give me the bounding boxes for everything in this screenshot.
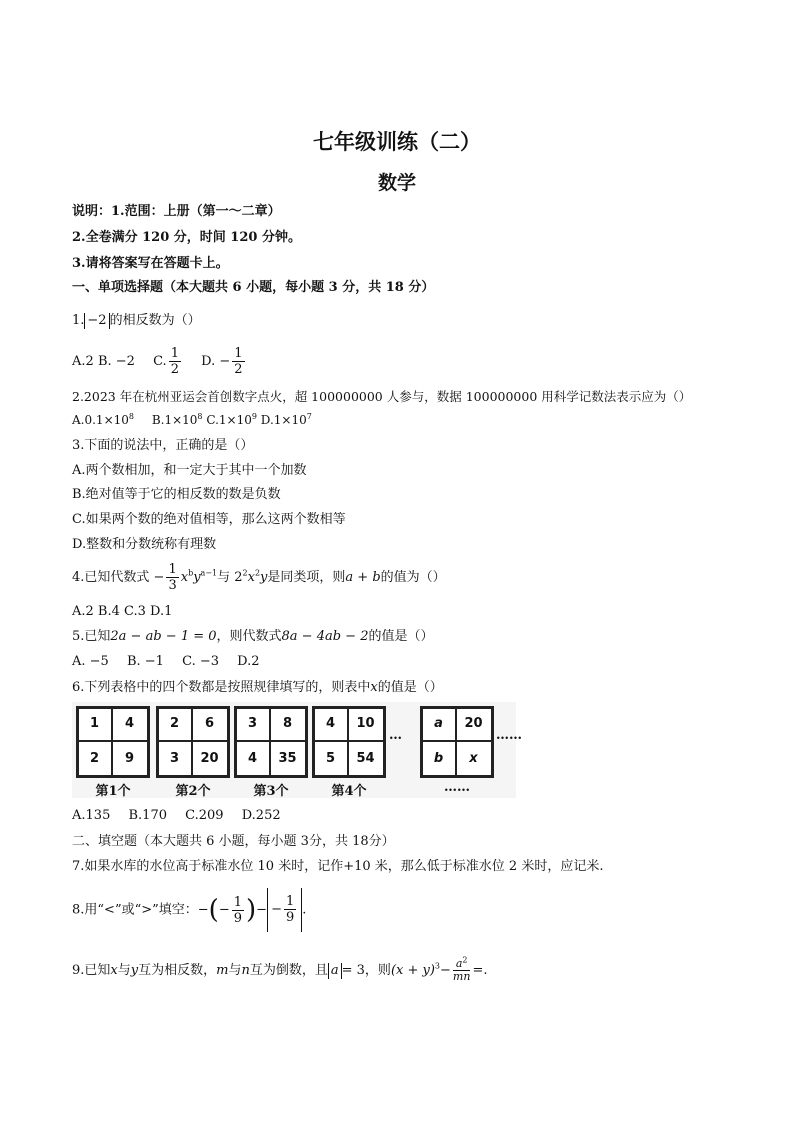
q2-options bbox=[72, 411, 312, 429]
q2-option-c: $C.1\times 10^9$ bbox=[206, 412, 257, 427]
q2-stem: 2.2023 年在杭州亚运会首创数字点火，超 100000000 人参与，数据 100000000 用科学记数法表示应为（） bbox=[72, 389, 692, 404]
q1-options bbox=[72, 344, 247, 380]
q5-option-d: D.2 bbox=[237, 654, 260, 669]
q5-option-a: A. −5 bbox=[72, 654, 109, 669]
q9-fraction: $\frac{a^2}{mn}$ bbox=[452, 955, 471, 983]
q6-stem: 6.下列表格中的四个数都是按照规律填写的，则表中x的值是（） bbox=[72, 680, 443, 695]
q6-option-a: A.135 bbox=[72, 808, 111, 823]
q8-abs-fraction: − $\frac{1}{9}$ bbox=[267, 888, 302, 932]
q8-fraction-1: $\frac{1}{9}$ bbox=[233, 894, 243, 926]
q1-option-d-fraction: $\frac{1}{2}$ bbox=[234, 346, 243, 377]
q4-stem: 4.已知代数式 − $\frac{1}{3}$ $x^by^{a-1}$与 $2^2x^2y$是同类项，则a + b的值为（） bbox=[72, 562, 446, 593]
q5-option-b: B. −1 bbox=[126, 654, 164, 669]
instruction-answer: 3.请将答案写在答题卡上。 bbox=[72, 256, 229, 271]
q5-stem: 5.已知2a − ab − 1 = 0，则代数式8a − 4ab − 2的值是（） bbox=[72, 629, 434, 644]
q1-option-c-fraction: $\frac{1}{2}$ bbox=[170, 346, 179, 377]
q4-fraction: $\frac{1}{3}$ bbox=[168, 562, 177, 593]
q7-stem: 7.如果水库的水位高于标准水位 10 米时，记作+10 米，那么低于标准水位 2 米时，应记米. bbox=[72, 859, 604, 874]
q4-options: A.2 B.4 C.3 D.1 bbox=[72, 604, 173, 619]
pattern-box-3: 3 8 4 35 bbox=[234, 706, 308, 778]
pattern-ellipsis-mid: … bbox=[389, 728, 402, 743]
q9-abs-a: a bbox=[328, 963, 342, 979]
instruction-score: 2.全卷满分 120 分，时间 120 分钟。 bbox=[72, 230, 301, 245]
pattern-caption-1: 第1个 bbox=[95, 784, 131, 799]
q6-option-c: C.209 bbox=[185, 808, 224, 823]
pattern-caption-3: 第3个 bbox=[253, 784, 289, 799]
pattern-caption-4: 第4个 bbox=[331, 784, 367, 799]
q2-option-d: $D.1\times 10^7$ bbox=[260, 412, 312, 427]
pattern-caption-n: …… bbox=[444, 780, 470, 795]
q3-option-d: D.整数和分数统称有理数 bbox=[72, 537, 217, 552]
q6-options bbox=[72, 807, 281, 825]
q2-option-b: $B.1\times 10^8$ bbox=[151, 412, 203, 427]
q3-option-b: B.绝对值等于它的相反数的数是负数 bbox=[72, 487, 281, 502]
q1-option-c: C. bbox=[153, 354, 167, 369]
q6-option-d: D.252 bbox=[241, 808, 281, 823]
pattern-ellipsis-end: …… bbox=[496, 728, 522, 743]
page-title: 七年级训练（二） bbox=[313, 129, 481, 154]
pattern-box-2: 2 6 3 20 bbox=[156, 706, 230, 778]
q3-option-c: C.如果两个数的绝对值相等，那么这两个数相等 bbox=[72, 512, 346, 527]
q6-option-b: B.170 bbox=[128, 808, 167, 823]
section1-heading: 一、单项选择题（本大题共 6 小题，每小题 3 分，共 18 分） bbox=[72, 280, 435, 295]
q5-option-c: C. −3 bbox=[182, 654, 220, 669]
q1-stem: 1. −2 的相反数为（） bbox=[72, 313, 201, 328]
q1-option-a: A.2 bbox=[72, 354, 94, 369]
pattern-box-1: 1 4 2 9 bbox=[76, 706, 150, 778]
q2-option-a: $A.0.1\times 10^8$ bbox=[72, 412, 134, 427]
number-pattern-figure bbox=[72, 702, 522, 799]
q8-stem: 8.用“<”或“>”填空：−(− $\frac{1}{9}$ )− − $\frac{1}{9}$ . bbox=[72, 888, 306, 932]
q3-option-a: A.两个数相加，和一定大于其中一个加数 bbox=[72, 463, 307, 478]
section2-heading: 二、填空题（本大题共 6 小题，每小题 3分，共 18分） bbox=[72, 834, 395, 849]
q1-abs-value: −2 bbox=[84, 313, 109, 329]
q1-option-b: B. −2 bbox=[97, 354, 135, 369]
q9-stem: 9.已知x与y互为相反数，m与n互为倒数，且 a = 3，则$(x + y)^3-$ $\frac{a^2}{mn}$ =. bbox=[72, 955, 488, 983]
subject-title: 数学 bbox=[377, 172, 416, 194]
instruction-scope: 说明：1.范围：上册（第一～二章） bbox=[72, 204, 281, 219]
pattern-box-n: a 20 b x bbox=[420, 706, 494, 778]
q5-options bbox=[72, 653, 260, 671]
pattern-box-4: 4 10 5 54 bbox=[312, 706, 386, 778]
q1-option-d: D. − bbox=[201, 354, 231, 369]
q3-stem: 3.下面的说法中，正确的是（） bbox=[72, 438, 254, 453]
pattern-caption-2: 第2个 bbox=[175, 784, 211, 799]
